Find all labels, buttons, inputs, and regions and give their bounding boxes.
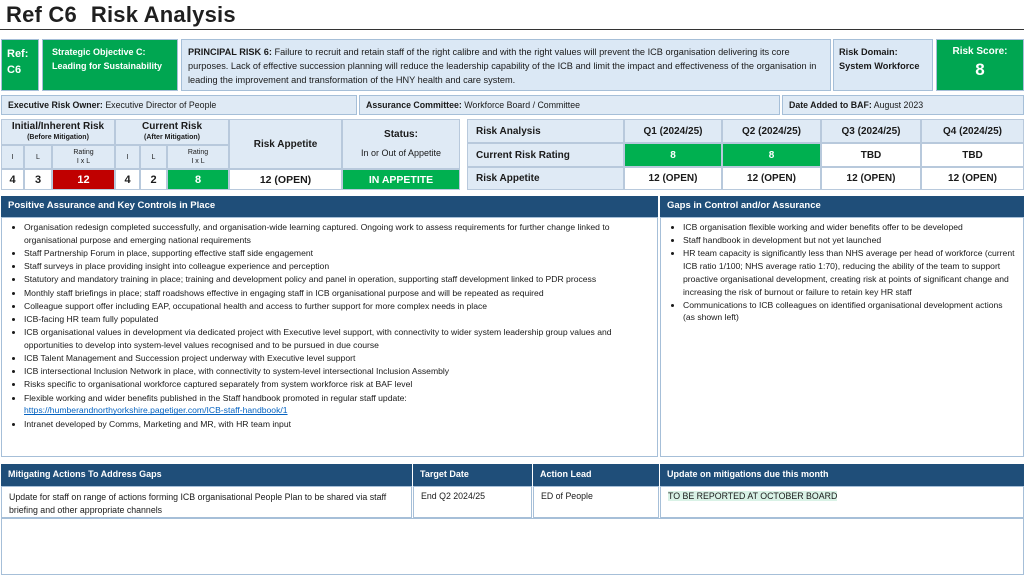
score-label: Risk Score:: [952, 46, 1008, 57]
current-rating-value: 8: [167, 169, 229, 190]
status-label: Status:: [384, 129, 418, 140]
objective-text: Strategic Objective C: Leading for Sustainability: [52, 47, 163, 71]
date-label: Date Added to BAF:: [789, 100, 872, 110]
q3-current-rating: TBD: [821, 143, 921, 167]
list-item: • Organisation redesign completed successfully, and organisation-wide learning captured. Ongoing work to assess requirements for further change linked to organisational purpose and emerging national requirements: [24, 221, 643, 246]
initial-l-value: 3: [24, 169, 52, 190]
quarter-q1-header: Q1 (2024/25): [624, 119, 722, 143]
page-title: [6, 2, 250, 28]
appetite-header: [229, 119, 342, 169]
list-item-text: Flexible working and wider benefits published in the Staff handbook promoted in regular staff update:: [24, 392, 407, 403]
initial-rating-header: [52, 145, 115, 169]
current-i-value: 4: [115, 169, 140, 190]
lead-cell: [533, 486, 659, 518]
actions-col-target: Target Date: [413, 464, 532, 486]
appetite-row-label: Risk Appetite: [467, 167, 624, 190]
list-item: • HR team capacity is significantly less than NHS average per head of workforce (current ICB ratio 1/100; NHS average ratio 1:70), reducing the ability of the team to support proactive organisational development, creating risk at points of significant change and increasing the risk of burnout or failure to retain key HR staff: [683, 247, 1015, 298]
q3-appetite: 12 (OPEN): [821, 167, 921, 190]
date-value: August 2023: [873, 100, 924, 110]
target-cell: [413, 486, 532, 518]
action-lead: ED of People: [541, 491, 593, 501]
actions-col-action: Mitigating Actions To Address Gaps: [1, 464, 412, 486]
current-l-header: L: [140, 145, 167, 169]
principal-risk-label: PRINCIPAL RISK 6:: [188, 47, 272, 57]
list-item: • ICB organisational values in development via dedicated project with Executive level support, with connectivity to wider system leadership group values and opportunities to develop into system-level values recognised and to be pursued in due course: [24, 326, 643, 351]
update-cell: [660, 486, 1024, 518]
title-text: Risk Analysis: [90, 2, 236, 27]
list-item: • Risks specific to organisational workforce captured separately from system workforce risk at BAF level: [24, 378, 643, 391]
status-header: [342, 119, 460, 169]
assurance-list: [10, 221, 649, 430]
initial-sub: (Before Mitigation): [27, 134, 89, 141]
score-value: 8: [975, 60, 985, 79]
current-sub: (After Mitigation): [144, 134, 200, 141]
appetite-label: Risk Appetite: [253, 138, 318, 150]
current-i-header: I: [115, 145, 140, 169]
q2-appetite: 12 (OPEN): [722, 167, 821, 190]
ref-code: Ref C6: [6, 2, 77, 27]
assurance-panel: [1, 217, 658, 457]
ref-box: [1, 39, 39, 91]
q4-current-rating: TBD: [921, 143, 1024, 167]
q1-appetite: 12 (OPEN): [624, 167, 722, 190]
q4-appetite: 12 (OPEN): [921, 167, 1024, 190]
title-divider: [0, 29, 1024, 30]
owner-box: [1, 95, 357, 115]
table-row: [1, 486, 412, 518]
committee-box: [359, 95, 780, 115]
current-risk-header: [115, 119, 229, 145]
domain-value: System Workforce: [839, 61, 920, 71]
quarter-q3-header: Q3 (2024/25): [821, 119, 921, 143]
q2-current-rating: 8: [722, 143, 821, 167]
current-rating-row-label: Current Risk Rating: [467, 143, 624, 167]
ref-value: C6: [7, 64, 22, 76]
domain-box: [833, 39, 933, 91]
list-item: [24, 392, 643, 417]
action-text: Update for staff on range of actions forming ICB organisational People Plan to be shared via staff briefing and other appropriate channels: [9, 492, 387, 515]
current-l-value: 2: [140, 169, 167, 190]
list-item: • Communications to ICB colleagues on identified organisational development actions (as shown left): [683, 299, 1015, 324]
initial-risk-header: [1, 119, 115, 145]
initial-i-value: 4: [1, 169, 24, 190]
owner-value: Executive Director of People: [105, 100, 217, 110]
initial-l-header: L: [24, 145, 52, 169]
quarter-q2-header: Q2 (2024/25): [722, 119, 821, 143]
current-rating-header: [167, 145, 229, 169]
analysis-header: Risk Analysis: [467, 119, 624, 143]
actions-col-update: Update on mitigations due this month: [660, 464, 1024, 486]
initial-rating-label: Rating: [73, 149, 94, 156]
staff-handbook-link[interactable]: https://humberandnorthyorkshire.pagetiger.com/ICB-staff-handbook/1: [24, 405, 288, 416]
appetite-value: 12 (OPEN): [229, 169, 342, 190]
objective-box: [42, 39, 178, 91]
update-text: TO BE REPORTED AT OCTOBER BOARD: [668, 491, 838, 501]
list-item: • Colleague support offer including EAP, occupational health and access to further support for more complex needs in place: [24, 300, 643, 313]
initial-ixl-label: I x L: [76, 158, 91, 165]
assurance-header: Positive Assurance and Key Controls in Place: [1, 196, 658, 217]
gaps-list: [669, 221, 1015, 324]
ref-label: Ref:: [7, 48, 29, 60]
q1-current-rating: 8: [624, 143, 722, 167]
date-added-box: [782, 95, 1024, 115]
list-item: • ICB intersectional Inclusion Network in place, with connectivity to system-level intersectional Inclusion Assembly: [24, 365, 643, 378]
current-title: Current Risk: [141, 121, 202, 132]
list-item: • Monthly staff briefings in place; staff roadshows effective in engaging staff in ICB organisational purpose and will be repeated as required: [24, 287, 643, 300]
blank-area: [1, 518, 1024, 575]
principal-risk-box: [181, 39, 831, 91]
initial-i-header: I: [1, 145, 24, 169]
status-value: IN APPETITE: [342, 169, 460, 190]
list-item: • Intranet developed by Comms, Marketing and MR, with HR team input: [24, 418, 643, 431]
target-date: End Q2 2024/25: [421, 491, 486, 501]
gaps-panel: [660, 217, 1024, 457]
quarter-q4-header: Q4 (2024/25): [921, 119, 1024, 143]
committee-value: Workforce Board / Committee: [464, 100, 580, 110]
principal-risk-text: Failure to recruit and retain staff of the right calibre and with the right values will prevent the ICB organisation delivering its core purposes. Lack of effective succession planning will reduce the leadership capability of the ICB and limit the impact and effectiveness of the organisation in leading the improvement and transformation of the HNY health and care system.: [188, 47, 817, 85]
current-ixl-label: I x L: [191, 158, 205, 165]
list-item: • Staff Partnership Forum in place, supporting effective staff side engagement: [24, 247, 643, 260]
domain-label: Risk Domain:: [839, 47, 898, 57]
list-item: • Staff handbook in development but not yet launched: [683, 234, 1015, 247]
list-item: • Statutory and mandatory training in place; training and development policy and panel in operation, supporting staff development linked to PDR process: [24, 273, 643, 286]
status-sub: In or Out of Appetite: [360, 148, 442, 158]
list-item: • ICB Talent Management and Succession project underway with Executive level support: [24, 352, 643, 365]
current-rating-label: Rating: [187, 149, 209, 156]
actions-col-lead: Action Lead: [533, 464, 659, 486]
initial-title: Initial/Inherent Risk: [11, 121, 105, 132]
list-item: • ICB-facing HR team fully populated: [24, 313, 643, 326]
list-item: • Staff surveys in place providing insight into colleague experience and perception: [24, 260, 643, 273]
list-item: • ICB organisation flexible working and wider benefits offer to be developed: [683, 221, 1015, 234]
committee-label: Assurance Committee:: [366, 100, 462, 110]
initial-rating-value: 12: [52, 169, 115, 190]
owner-label: Executive Risk Owner:: [8, 100, 103, 110]
score-box: [936, 39, 1024, 91]
gaps-header: Gaps in Control and/or Assurance: [660, 196, 1024, 217]
